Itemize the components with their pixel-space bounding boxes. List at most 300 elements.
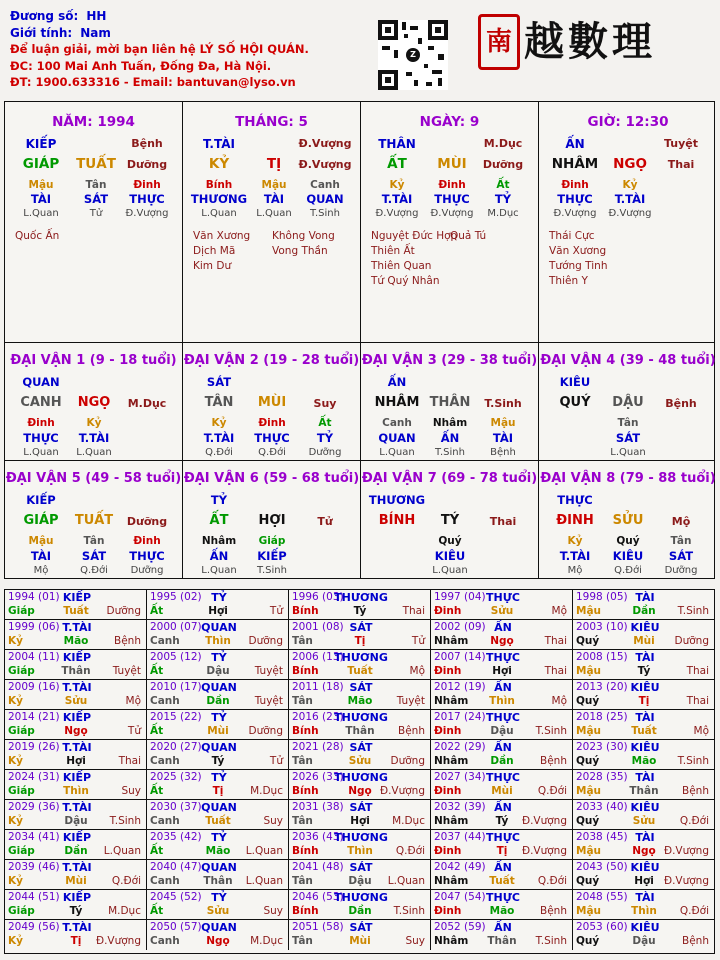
- dai-van-title: ĐẠI VẬN 6 (59 - 68 tuổi): [183, 471, 360, 486]
- year-label: 2002 (09): [434, 621, 486, 633]
- year-cell[interactable]: [573, 740, 715, 770]
- year-chi: Dậu: [632, 935, 656, 947]
- thap-than: SÁT: [668, 549, 694, 563]
- year-cell[interactable]: [431, 830, 573, 860]
- than-sat-star: Không Vong: [272, 230, 335, 242]
- year-label: 2033 (40): [576, 801, 628, 813]
- nap-am-state: Đ.Vượng: [298, 158, 352, 171]
- year-cell[interactable]: [5, 710, 147, 740]
- dai-van-title: ĐẠI VẬN 7 (69 - 78 tuổi): [361, 471, 538, 486]
- year-label: 2021 (28): [292, 741, 344, 753]
- year-can: Kỷ: [8, 755, 23, 767]
- year-cell[interactable]: [573, 620, 715, 650]
- year-cell[interactable]: [289, 890, 431, 920]
- year-truong-sinh: Dưỡng: [390, 755, 425, 767]
- tang-can: Quý: [616, 535, 640, 547]
- year-can: Kỷ: [8, 815, 23, 827]
- year-truong-sinh: Bệnh: [682, 785, 709, 797]
- year-than: T.TÀI: [62, 681, 92, 694]
- year-truong-sinh: T.Sinh: [677, 755, 709, 767]
- year-cell[interactable]: [5, 620, 147, 650]
- year-label: 2049 (56): [8, 921, 60, 933]
- year-cell[interactable]: [431, 740, 573, 770]
- year-label: 1999 (06): [8, 621, 60, 633]
- year-chi: Tý: [211, 755, 225, 767]
- year-can: Đinh: [434, 725, 462, 737]
- year-can: Kỷ: [8, 935, 23, 947]
- year-truong-sinh: Q.Đới: [537, 875, 567, 887]
- year-can: Tân: [292, 935, 313, 947]
- year-cell[interactable]: [5, 770, 147, 800]
- than-sat-star: Kim Dư: [193, 260, 232, 272]
- year-than: THỰC: [486, 711, 520, 724]
- year-than: ẤN: [494, 681, 512, 694]
- tang-can: Canh: [310, 179, 340, 191]
- thap-than: THƯƠNG: [190, 192, 248, 206]
- year-label: 2037 (44): [434, 831, 486, 843]
- thap-than: ẤN: [209, 549, 229, 563]
- year-chi: Dậu: [64, 815, 88, 827]
- year-can: Tân: [292, 815, 313, 827]
- year-chi: Sửu: [490, 605, 514, 617]
- year-than: THƯƠNG: [334, 891, 388, 904]
- tang-can: Tân: [83, 535, 105, 547]
- year-than: TỶ: [211, 591, 227, 604]
- year-truong-sinh: Dưỡng: [674, 635, 709, 647]
- year-can: Giáp: [8, 605, 35, 617]
- year-cell[interactable]: [573, 920, 715, 950]
- pillar-column: [183, 102, 361, 342]
- than-label: THƯƠNG: [368, 493, 426, 507]
- year-truong-sinh: Q.Đới: [537, 785, 567, 797]
- year-chi: Tuất: [63, 605, 89, 617]
- year-than: SÁT: [349, 921, 373, 934]
- thap-than: KIẾP: [257, 549, 287, 563]
- year-cell[interactable]: [431, 770, 573, 800]
- pillar-column: [5, 102, 183, 342]
- year-than: ẤN: [494, 741, 512, 754]
- year-label: 2040 (47): [150, 861, 202, 873]
- year-cell[interactable]: [5, 590, 147, 620]
- tang-can: Ất: [496, 179, 510, 191]
- year-cell[interactable]: [289, 680, 431, 710]
- year-truong-sinh: Thai: [686, 695, 709, 707]
- pillar-title: NĂM: 1994: [52, 114, 135, 130]
- year-than: SÁT: [349, 801, 373, 814]
- tang-can: Tân: [670, 535, 692, 547]
- year-chi: Tuất: [489, 875, 515, 887]
- header-info: [10, 8, 390, 91]
- year-chi: Dần: [632, 605, 656, 617]
- year-than: TÀI: [635, 831, 655, 844]
- year-cell[interactable]: [431, 590, 573, 620]
- year-truong-sinh: Đ.Vượng: [521, 845, 567, 857]
- year-chi: Tị: [212, 785, 224, 797]
- dia-chi: MÙI: [257, 395, 287, 410]
- year-label: 2053 (60): [576, 921, 628, 933]
- year-than: QUAN: [201, 741, 237, 754]
- year-cell[interactable]: [289, 650, 431, 680]
- year-label: 2039 (46): [8, 861, 60, 873]
- tang-can: Kỷ: [567, 535, 583, 547]
- tang-can: Kỷ: [389, 179, 405, 191]
- year-label: 2001 (08): [292, 621, 344, 633]
- truong-sinh: Tử: [317, 515, 333, 528]
- vong-truong-sinh: T.Sinh: [257, 565, 287, 576]
- year-truong-sinh: Dưỡng: [248, 725, 283, 737]
- year-cell[interactable]: [573, 770, 715, 800]
- tang-can: Mậu: [28, 535, 54, 547]
- year-than: THƯƠNG: [334, 771, 388, 784]
- year-cell[interactable]: [5, 860, 147, 890]
- year-truong-sinh: Tử: [269, 755, 283, 767]
- truong-sinh-top: Đ.Vượng: [298, 137, 352, 150]
- than-label: ẤN: [387, 375, 407, 389]
- year-chi: Hợi: [66, 755, 86, 767]
- year-can: Bính: [292, 725, 319, 737]
- year-label: 2043 (50): [576, 861, 628, 873]
- year-cell[interactable]: [147, 650, 289, 680]
- thap-than: TỶ: [494, 192, 512, 206]
- year-truong-sinh: T.Sinh: [535, 725, 567, 737]
- year-chi: Thân: [345, 725, 375, 737]
- year-can: Mậu: [576, 905, 602, 917]
- year-can: Giáp: [8, 725, 35, 737]
- year-chi: Tị: [354, 635, 366, 647]
- year-truong-sinh: Thai: [544, 665, 567, 677]
- year-label: 2045 (52): [150, 891, 202, 903]
- vong-truong-sinh: L.Quan: [201, 565, 237, 576]
- year-can: Quý: [576, 755, 600, 767]
- year-truong-sinh: Q.Đới: [395, 845, 425, 857]
- year-label: 2009 (16): [8, 681, 60, 693]
- year-truong-sinh: T.Sinh: [393, 905, 425, 917]
- year-chi: Mùi: [65, 875, 87, 887]
- vong-truong-sinh: Đ.Vượng: [608, 208, 652, 219]
- year-cell[interactable]: [5, 680, 147, 710]
- year-can: Quý: [576, 815, 600, 827]
- year-than: TÀI: [635, 711, 655, 724]
- year-chi: Thân: [629, 785, 659, 797]
- contact-line-2: ĐC: 100 Mai Anh Tuấn, Đống Đa, Hà Nội.: [10, 58, 272, 73]
- year-cell[interactable]: [573, 890, 715, 920]
- year-chi: Tuất: [347, 665, 373, 677]
- year-chi: Ngọ: [632, 845, 656, 857]
- year-than: KIẾP: [62, 771, 92, 784]
- truong-sinh-top: M.Dục: [483, 137, 523, 150]
- year-than: KIẾP: [62, 651, 92, 664]
- year-cell[interactable]: [5, 800, 147, 830]
- year-can: Nhâm: [434, 695, 469, 707]
- year-chi: Sửu: [632, 815, 656, 827]
- year-than: KIÊU: [630, 681, 660, 694]
- year-truong-sinh: Q.Đới: [679, 815, 709, 827]
- year-cell[interactable]: [147, 620, 289, 650]
- vong-truong-sinh: L.Quan: [201, 208, 237, 219]
- year-truong-sinh: Thai: [686, 665, 709, 677]
- year-cell[interactable]: [147, 830, 289, 860]
- year-chi: Thân: [487, 935, 517, 947]
- year-than: KIÊU: [630, 921, 660, 934]
- tang-can: Mậu: [261, 179, 287, 191]
- year-cell[interactable]: [147, 740, 289, 770]
- year-label: 2035 (42): [150, 831, 202, 843]
- thap-than: T.TÀI: [381, 192, 413, 206]
- thien-can: GIÁP: [23, 513, 59, 528]
- pillar-title: GIỜ: 12:30: [587, 114, 669, 130]
- year-chi: Thìn: [631, 905, 657, 917]
- year-chi: Tý: [353, 605, 367, 617]
- than-sat-star: Thái Cực: [549, 230, 595, 242]
- year-truong-sinh: Đ.Vượng: [379, 785, 425, 797]
- year-cell[interactable]: [573, 830, 715, 860]
- thap-than: THỰC: [254, 431, 290, 445]
- year-cell[interactable]: [5, 920, 147, 950]
- year-table: [4, 589, 715, 954]
- vong-truong-sinh: Bệnh: [490, 447, 516, 458]
- year-cell[interactable]: [431, 620, 573, 650]
- year-cell[interactable]: [289, 620, 431, 650]
- truong-sinh: T.Sinh: [484, 397, 522, 410]
- year-than: ẤN: [494, 921, 512, 934]
- year-chi: Thìn: [205, 635, 231, 647]
- year-truong-sinh: Đ.Vượng: [95, 935, 141, 947]
- dia-chi: MÙI: [437, 156, 467, 172]
- tang-can: Đinh: [561, 179, 589, 191]
- year-cell[interactable]: [573, 800, 715, 830]
- year-can: Nhâm: [434, 935, 469, 947]
- year-cell[interactable]: [289, 860, 431, 890]
- dia-chi: NGỌ: [613, 156, 647, 172]
- year-can: Ất: [150, 845, 164, 857]
- year-chi: Hợi: [350, 815, 370, 827]
- than-sat-star: Thiên Y: [549, 275, 588, 287]
- year-cell[interactable]: [431, 800, 573, 830]
- year-cell[interactable]: [147, 710, 289, 740]
- so-label: Đương số:: [10, 9, 79, 23]
- year-cell[interactable]: [289, 920, 431, 950]
- year-label: 2027 (34): [434, 771, 486, 783]
- year-chi: Sửu: [348, 755, 372, 767]
- year-label: 2005 (12): [150, 651, 202, 663]
- year-label: 2042 (49): [434, 861, 486, 873]
- year-can: Canh: [150, 935, 180, 947]
- thap-than: THỰC: [557, 192, 593, 206]
- qr-center-logo: Z: [406, 48, 420, 62]
- year-cell[interactable]: [147, 890, 289, 920]
- vong-truong-sinh: Dưỡng: [664, 565, 698, 576]
- year-cell[interactable]: [5, 740, 147, 770]
- year-cell[interactable]: [147, 680, 289, 710]
- year-can: Bính: [292, 905, 319, 917]
- year-truong-sinh: Tử: [127, 725, 141, 737]
- year-cell[interactable]: [289, 770, 431, 800]
- year-chi: Mùi: [207, 725, 229, 737]
- than-sat-star: Quốc Ấn: [15, 230, 60, 242]
- thien-can: NHÂM: [551, 156, 599, 172]
- year-can: Canh: [150, 695, 180, 707]
- year-can: Canh: [150, 815, 180, 827]
- year-label: 2011 (18): [292, 681, 344, 693]
- year-cell[interactable]: [289, 590, 431, 620]
- year-cell[interactable]: [431, 680, 573, 710]
- year-cell[interactable]: [5, 650, 147, 680]
- year-label: 2052 (59): [434, 921, 486, 933]
- year-cell[interactable]: [431, 710, 573, 740]
- year-can: Đinh: [434, 785, 462, 797]
- year-can: Ất: [150, 665, 164, 677]
- vong-truong-sinh: T.Sinh: [435, 447, 465, 458]
- year-than: KIẾP: [62, 831, 92, 844]
- year-cell[interactable]: [5, 890, 147, 920]
- than-sat-star: Vong Thần: [272, 245, 328, 257]
- vong-truong-sinh: L.Quan: [379, 447, 415, 458]
- year-label: 2020 (27): [150, 741, 202, 753]
- year-truong-sinh: M.Dục: [392, 815, 425, 827]
- year-truong-sinh: Bệnh: [682, 935, 709, 947]
- year-than: QUAN: [201, 681, 237, 694]
- year-cell[interactable]: [431, 860, 573, 890]
- year-chi: Dần: [348, 905, 372, 917]
- dai-van-cell: [5, 343, 183, 461]
- year-chi: Hợi: [492, 665, 512, 677]
- year-can: Tân: [292, 635, 313, 647]
- than-sat-star: Dịch Mã: [193, 245, 236, 257]
- year-label: 2028 (35): [576, 771, 628, 783]
- year-label: 2004 (11): [8, 651, 60, 663]
- year-label: 2012 (19): [434, 681, 486, 693]
- year-label: 2019 (26): [8, 741, 60, 753]
- year-truong-sinh: L.Quan: [245, 845, 283, 857]
- year-cell[interactable]: [431, 920, 573, 950]
- than-sat-star: Quả Tú: [450, 230, 487, 242]
- year-cell[interactable]: [573, 590, 715, 620]
- year-chi: Tuất: [631, 725, 657, 737]
- year-chi: Ngọ: [206, 935, 230, 947]
- dia-chi: TÝ: [440, 513, 460, 528]
- year-chi: Dần: [206, 695, 230, 707]
- year-cell[interactable]: [147, 590, 289, 620]
- year-truong-sinh: M.Dục: [250, 935, 283, 947]
- year-cell[interactable]: [5, 830, 147, 860]
- dia-chi: HỢI: [258, 513, 286, 528]
- year-cell[interactable]: [289, 740, 431, 770]
- year-label: 2046 (53): [292, 891, 344, 903]
- year-truong-sinh: T.Sinh: [677, 605, 709, 617]
- thap-than: T.TÀI: [203, 431, 235, 445]
- qr-code[interactable]: [378, 20, 448, 90]
- year-can: Ất: [150, 785, 164, 797]
- year-can: Quý: [576, 935, 600, 947]
- year-chi: Mão: [347, 695, 373, 707]
- vong-truong-sinh: Q.Đới: [614, 565, 642, 576]
- year-cell[interactable]: [573, 680, 715, 710]
- year-label: 2016 (23): [292, 711, 344, 723]
- year-truong-sinh: Suy: [121, 785, 141, 797]
- year-chi: Mão: [205, 845, 231, 857]
- year-cell[interactable]: [289, 830, 431, 860]
- year-label: 2007 (14): [434, 651, 486, 663]
- thien-can: ẤT: [387, 156, 407, 172]
- year-label: 2036 (43): [292, 831, 344, 843]
- tang-can: Mậu: [28, 179, 54, 191]
- year-cell[interactable]: [147, 800, 289, 830]
- truong-sinh: Thai: [489, 515, 517, 528]
- year-truong-sinh: Đ.Vượng: [663, 845, 709, 857]
- year-cell[interactable]: [289, 800, 431, 830]
- pillar-title: THÁNG: 5: [235, 114, 308, 130]
- year-than: THƯƠNG: [334, 831, 388, 844]
- year-than: T.TÀI: [62, 621, 92, 634]
- year-cell[interactable]: [573, 860, 715, 890]
- year-can: Nhâm: [434, 815, 469, 827]
- year-can: Mậu: [576, 725, 602, 737]
- year-can: Nhâm: [434, 875, 469, 887]
- year-label: 1996 (03): [292, 591, 344, 603]
- dia-chi: THÂN: [429, 395, 471, 410]
- year-truong-sinh: Dưỡng: [106, 605, 141, 617]
- vong-truong-sinh: T.Sinh: [310, 208, 340, 219]
- year-than: QUAN: [201, 621, 237, 634]
- vong-truong-sinh: Đ.Vượng: [430, 208, 474, 219]
- year-truong-sinh: Q.Đới: [679, 905, 709, 917]
- year-chi: Dậu: [490, 725, 514, 737]
- year-label: 2031 (38): [292, 801, 344, 813]
- tang-can: Đinh: [133, 535, 161, 547]
- year-label: 2047 (54): [434, 891, 486, 903]
- year-cell[interactable]: [573, 650, 715, 680]
- year-chi: Dần: [490, 755, 514, 767]
- vong-truong-sinh: L.Quan: [432, 565, 468, 576]
- dia-chi: TỊ: [266, 156, 282, 172]
- dia-chi: SỬU: [612, 513, 644, 528]
- year-cell[interactable]: [573, 710, 715, 740]
- year-truong-sinh: M.Dục: [250, 785, 283, 797]
- year-than: TÀI: [635, 591, 655, 604]
- vong-truong-sinh: Q.Đới: [258, 447, 286, 458]
- year-chi: Sửu: [64, 695, 88, 707]
- year-cell[interactable]: [431, 650, 573, 680]
- truong-sinh: M.Dục: [127, 397, 167, 410]
- year-than: TỶ: [211, 831, 227, 844]
- year-label: 2025 (32): [150, 771, 202, 783]
- year-cell[interactable]: [147, 770, 289, 800]
- thap-than: THỰC: [129, 549, 165, 563]
- year-can: Bính: [292, 785, 319, 797]
- year-truong-sinh: Tuyệt: [396, 695, 425, 707]
- year-cell[interactable]: [147, 860, 289, 890]
- year-can: Giáp: [8, 785, 35, 797]
- seal-logo: 南: [478, 14, 520, 70]
- dai-van-title: ĐẠI VẬN 2 (19 - 28 tuổi): [183, 353, 360, 368]
- year-truong-sinh: Suy: [263, 905, 283, 917]
- year-truong-sinh: Mộ: [125, 695, 141, 707]
- year-cell[interactable]: [289, 710, 431, 740]
- year-label: 2010 (17): [150, 681, 202, 693]
- brand-title: 越數理: [524, 18, 656, 65]
- thien-can: GIÁP: [22, 156, 60, 172]
- year-label: 2015 (22): [150, 711, 202, 723]
- vong-truong-sinh: Đ.Vượng: [375, 208, 419, 219]
- year-can: Giáp: [8, 905, 35, 917]
- year-cell[interactable]: [147, 920, 289, 950]
- vong-truong-sinh: Dưỡng: [308, 447, 342, 458]
- year-cell[interactable]: [431, 890, 573, 920]
- than-sat-star: Văn Xương: [193, 230, 251, 242]
- year-than: KIÊU: [630, 801, 660, 814]
- year-can: Canh: [150, 635, 180, 647]
- year-label: 2003 (10): [576, 621, 628, 633]
